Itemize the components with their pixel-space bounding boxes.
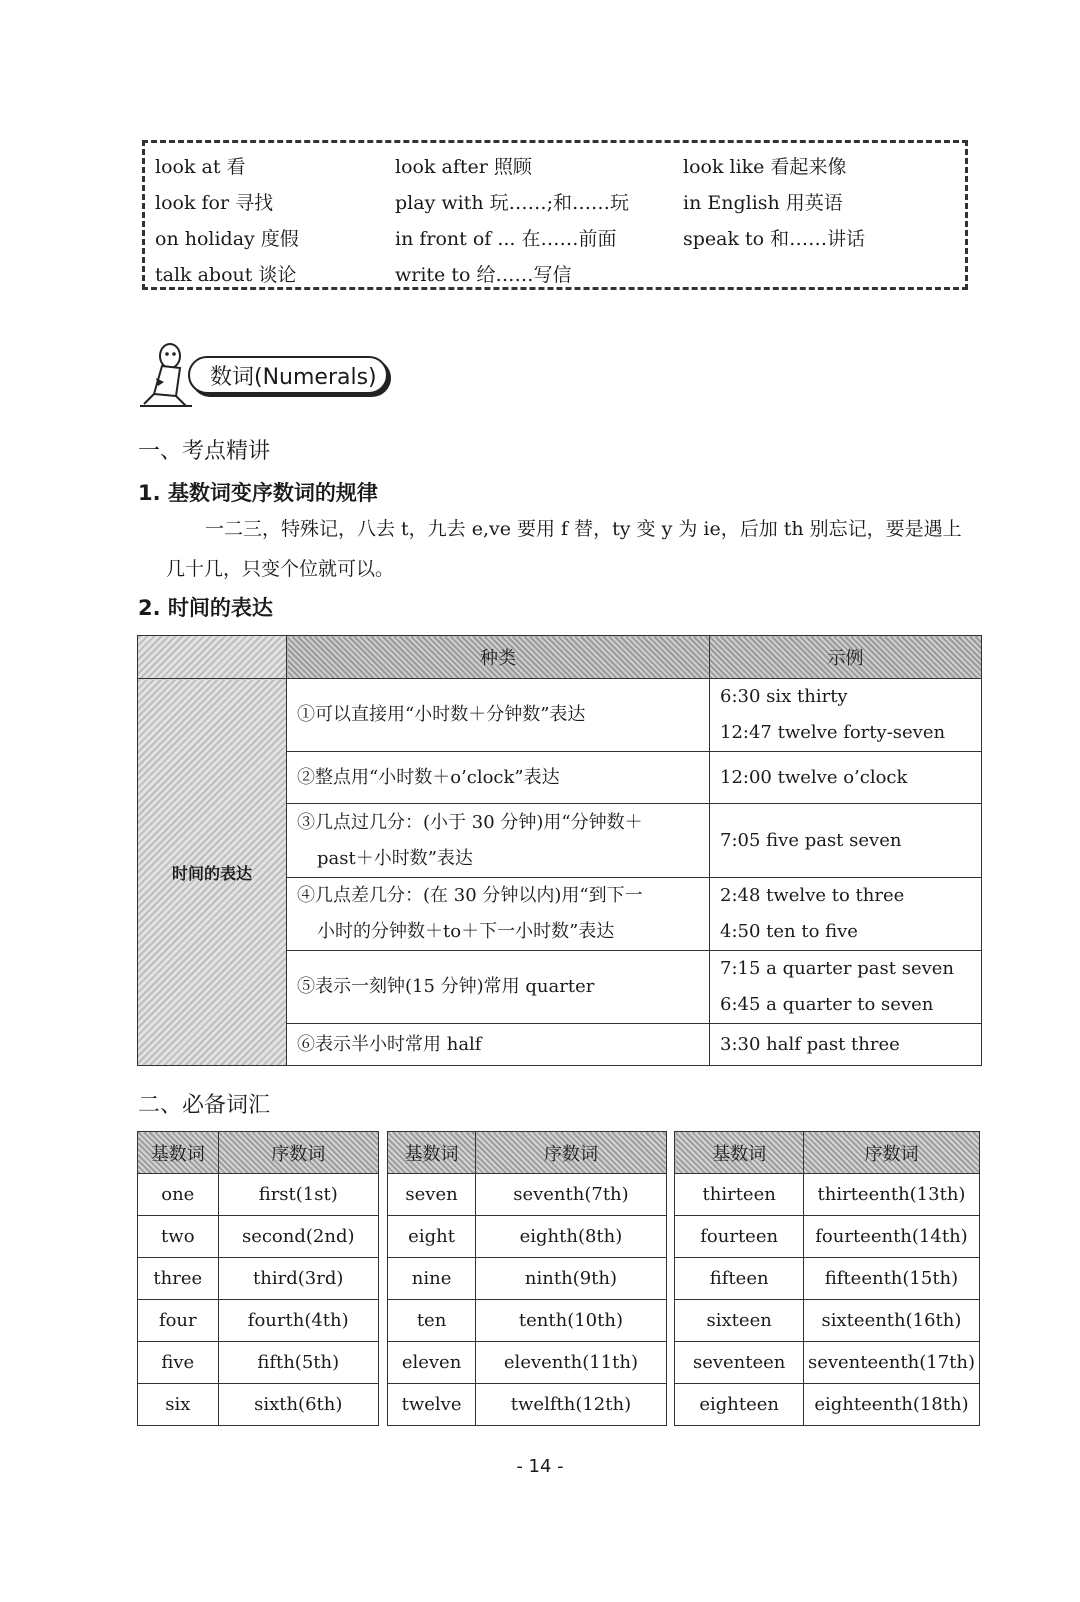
kind-cell bbox=[287, 804, 710, 878]
ordinal-cell: third(3rd) bbox=[218, 1258, 378, 1300]
column-gap bbox=[666, 1384, 675, 1426]
cardinal-cell: nine bbox=[387, 1258, 476, 1300]
kind-cell bbox=[287, 1024, 710, 1066]
phrase-row bbox=[155, 219, 955, 255]
example-line: 3:30 half past three bbox=[720, 1033, 900, 1055]
column-gap bbox=[666, 1258, 675, 1300]
column-gap bbox=[666, 1174, 675, 1216]
kind-cell bbox=[287, 679, 710, 752]
kind-line: ②整点用“小时数＋o’clock”表达 bbox=[297, 766, 560, 788]
ordinal-cell: sixth(6th) bbox=[218, 1384, 378, 1426]
table-row bbox=[138, 1258, 980, 1300]
kind-line: ⑤表示一刻钟(15 分钟)常用 quarter bbox=[297, 976, 595, 997]
ordinal-cell: first(1st) bbox=[218, 1174, 378, 1216]
kind-line: ①可以直接用“小时数＋分钟数”表达 bbox=[297, 704, 586, 725]
kind-line: 小时的分钟数＋to＋下一小时数”表达 bbox=[317, 921, 615, 942]
phrase: play with 玩……;和……玩 bbox=[395, 191, 629, 214]
cardinal-cell: eleven bbox=[387, 1342, 476, 1384]
kind-line: ④几点差几分：(在 30 分钟以内)用“到下一 bbox=[297, 885, 643, 906]
phrase: look like 看起来像 bbox=[683, 155, 847, 178]
ordinal-cell: eleventh(11th) bbox=[476, 1342, 666, 1384]
category-cell: 时间的表达 bbox=[138, 679, 287, 1066]
table-row bbox=[138, 1216, 980, 1258]
cardinal-cell: twelve bbox=[387, 1384, 476, 1426]
cardinal-cell: eight bbox=[387, 1216, 476, 1258]
ordinal-cell: second(2nd) bbox=[218, 1216, 378, 1258]
cardinal-cell: sixteen bbox=[675, 1300, 804, 1342]
phrase-row bbox=[155, 183, 955, 219]
table-row bbox=[138, 1174, 980, 1216]
column-gap bbox=[378, 1300, 387, 1342]
ordinal-cell: fourteenth(14th) bbox=[803, 1216, 979, 1258]
ordinal-cell: ninth(9th) bbox=[476, 1258, 666, 1300]
table-header-row bbox=[138, 1132, 980, 1174]
example-line: 6:45 a quarter to seven bbox=[720, 994, 934, 1015]
cardinal-cell: one bbox=[138, 1174, 219, 1216]
ordinal-cell: fourth(4th) bbox=[218, 1300, 378, 1342]
column-gap bbox=[666, 1300, 675, 1342]
column-gap bbox=[666, 1216, 675, 1258]
table-header-kind: 种类 bbox=[287, 636, 710, 679]
cardinal-cell: fifteen bbox=[675, 1258, 804, 1300]
part1-title: 一、考点精讲 bbox=[138, 439, 271, 464]
header-ordinal: 序数词 bbox=[218, 1132, 378, 1174]
phrase: look for 寻找 bbox=[155, 191, 274, 214]
column-gap bbox=[378, 1132, 387, 1174]
table-header-row bbox=[138, 636, 982, 679]
column-gap bbox=[378, 1258, 387, 1300]
page-number: - 14 - bbox=[516, 1456, 564, 1477]
point1-title: 1. 基数词变序数词的规律 bbox=[138, 481, 378, 505]
ordinal-cell: fifteenth(15th) bbox=[803, 1258, 979, 1300]
kind-line: ③几点过几分：(小于 30 分钟)用“分钟数＋ bbox=[297, 811, 643, 833]
phrase: speak to 和……讲话 bbox=[683, 227, 866, 250]
header-ordinal: 序数词 bbox=[476, 1132, 666, 1174]
kind-line: ⑥表示半小时常用 half bbox=[297, 1033, 482, 1055]
cardinal-cell: ten bbox=[387, 1300, 476, 1342]
kind-cell bbox=[287, 878, 710, 951]
cardinal-cell: two bbox=[138, 1216, 219, 1258]
section-title: 数词(Numerals) bbox=[188, 356, 388, 394]
phrase-row bbox=[155, 255, 955, 291]
cardinal-cell: four bbox=[138, 1300, 219, 1342]
column-gap bbox=[666, 1132, 675, 1174]
example-cell bbox=[710, 752, 982, 804]
table-row bbox=[138, 1384, 980, 1426]
ordinal-cell: sixteenth(16th) bbox=[803, 1300, 979, 1342]
phrase-box bbox=[142, 140, 968, 290]
point2-title: 2. 时间的表达 bbox=[138, 596, 273, 620]
cardinal-cell: three bbox=[138, 1258, 219, 1300]
example-line: 7:05 five past seven bbox=[720, 829, 902, 851]
ordinal-cell: eighteenth(18th) bbox=[803, 1384, 979, 1426]
header-cardinal: 基数词 bbox=[675, 1132, 804, 1174]
column-gap bbox=[378, 1216, 387, 1258]
example-line: 4:50 ten to five bbox=[720, 921, 858, 942]
header-ordinal: 序数词 bbox=[803, 1132, 979, 1174]
example-cell bbox=[710, 878, 982, 951]
cardinal-cell: seven bbox=[387, 1174, 476, 1216]
cartoon-figure-icon bbox=[136, 342, 196, 412]
header-cardinal: 基数词 bbox=[138, 1132, 219, 1174]
kind-cell bbox=[287, 752, 710, 804]
example-cell bbox=[710, 951, 982, 1024]
table-row bbox=[138, 679, 982, 752]
kind-cell bbox=[287, 951, 710, 1024]
section-banner bbox=[136, 342, 406, 412]
cardinal-cell: five bbox=[138, 1342, 219, 1384]
cardinal-cell: six bbox=[138, 1384, 219, 1426]
example-line: 12:47 twelve forty-seven bbox=[720, 722, 946, 743]
ordinal-cell: eighth(8th) bbox=[476, 1216, 666, 1258]
phrase: look after 照顾 bbox=[395, 155, 532, 178]
phrase: talk about 谈论 bbox=[155, 263, 297, 286]
phrase: look at 看 bbox=[155, 155, 246, 178]
table-row bbox=[138, 1342, 980, 1384]
table-row bbox=[138, 1300, 980, 1342]
ordinal-cell: twelfth(12th) bbox=[476, 1384, 666, 1426]
cardinal-cell: eighteen bbox=[675, 1384, 804, 1426]
table-header-blank bbox=[138, 636, 287, 679]
rule-text-line1: 一二三，特殊记，八去 t，九去 e,ve 要用 f 替，ty 变 y 为 ie，后加 th 别忘记，要是遇上 bbox=[205, 518, 962, 540]
phrase: on holiday 度假 bbox=[155, 227, 299, 250]
example-line: 2:48 twelve to three bbox=[720, 885, 905, 906]
ordinal-cell: seventh(7th) bbox=[476, 1174, 666, 1216]
example-line: 6:30 six thirty bbox=[720, 686, 848, 707]
ordinal-cell: seventeenth(17th) bbox=[803, 1342, 979, 1384]
example-cell bbox=[710, 804, 982, 878]
column-gap bbox=[378, 1384, 387, 1426]
phrase: write to 给……写信 bbox=[395, 263, 572, 286]
column-gap bbox=[378, 1174, 387, 1216]
table-header-example: 示例 bbox=[710, 636, 982, 679]
rule-text-line2: 几十几，只变个位就可以。 bbox=[166, 558, 395, 580]
cardinal-cell: fourteen bbox=[675, 1216, 804, 1258]
example-line: 7:15 a quarter past seven bbox=[720, 958, 955, 979]
ordinal-cell: thirteenth(13th) bbox=[803, 1174, 979, 1216]
phrase: in front of ... 在……前面 bbox=[395, 227, 617, 250]
example-cell bbox=[710, 679, 982, 752]
phrase: in English 用英语 bbox=[683, 191, 843, 214]
example-line: 12:00 twelve o’clock bbox=[720, 766, 908, 788]
header-cardinal: 基数词 bbox=[387, 1132, 476, 1174]
kind-line: past＋小时数”表达 bbox=[317, 847, 473, 869]
column-gap bbox=[378, 1342, 387, 1384]
ordinal-cell: tenth(10th) bbox=[476, 1300, 666, 1342]
column-gap bbox=[666, 1342, 675, 1384]
cardinal-cell: thirteen bbox=[675, 1174, 804, 1216]
cardinal-cell: seventeen bbox=[675, 1342, 804, 1384]
ordinal-cell: fifth(5th) bbox=[218, 1342, 378, 1384]
time-expression-table bbox=[137, 635, 982, 1066]
example-cell bbox=[710, 1024, 982, 1066]
part2-title: 二、必备词汇 bbox=[138, 1093, 271, 1118]
phrase-row bbox=[155, 147, 955, 183]
vocabulary-table bbox=[137, 1131, 980, 1426]
